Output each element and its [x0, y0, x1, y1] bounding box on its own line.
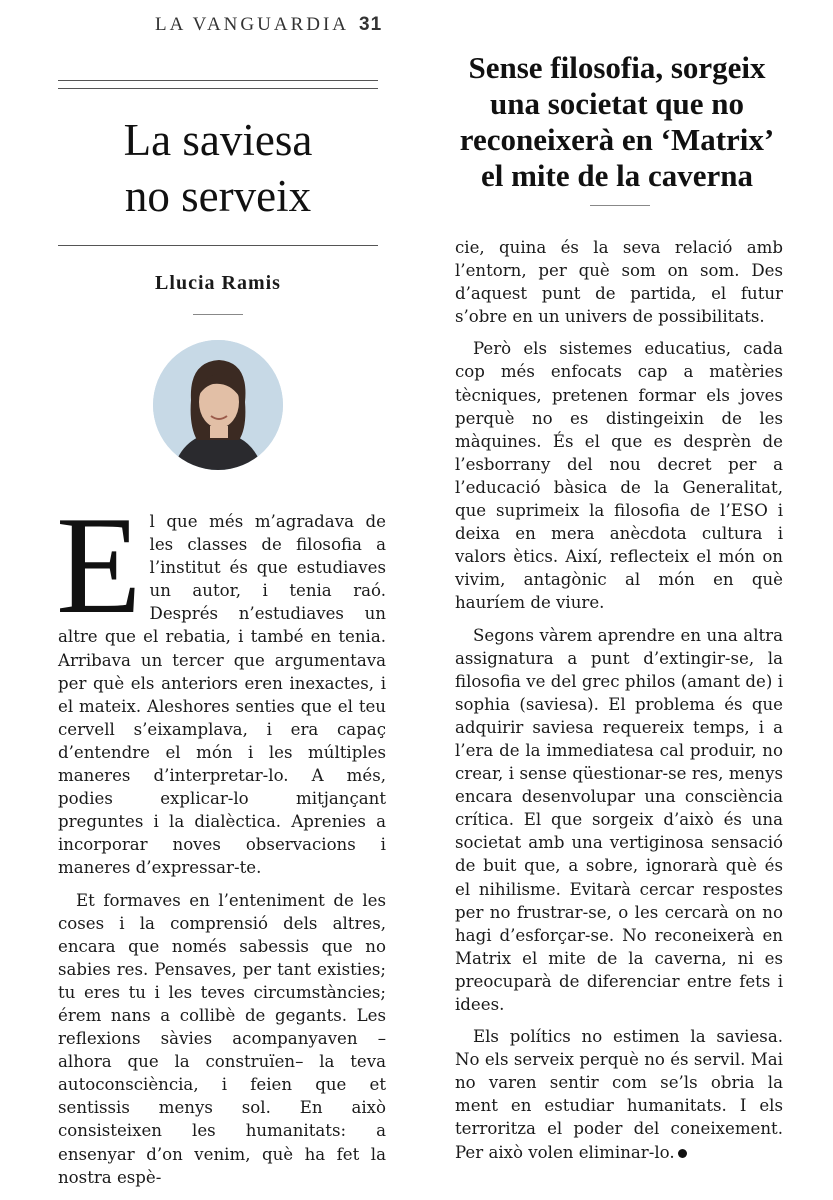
top-rule — [58, 80, 378, 81]
paragraph: Però els sistemes educatius, cada cop més enfocats cap a matèries tècniques, pretenen formar els joves perquè no es distingeixin de les màquines. És el que es desprèn de l’esborrany del nou decret per a l’educació bàsica de la Generalitat, que suprimeix la filosofia de l’ESO i deixa en mera anècdota cultura i valors ètics. Així, reflecteix el món on vivim, antagònic al món en què hauríem de viure. — [455, 339, 783, 613]
author-photo — [153, 340, 283, 470]
end-mark-icon — [678, 1149, 687, 1158]
paragraph: cie, quina és la seva relació amb l’entorn, per què som on som. Des d’aquest punt de partida, el futur s’obre en un univers de possibilitats. — [455, 238, 783, 327]
pull-quote-line: el mite de la caverna — [480, 158, 754, 193]
article-left-column — [56, 488, 386, 1189]
pull-quote-line: Sense filosofia, sorgeix — [468, 50, 766, 85]
masthead — [155, 14, 382, 36]
top-rule-2 — [58, 88, 378, 89]
paragraph-text: l que més m’agradava de les classes de filosofia a l’institut és que estudiaves un autor, i tenia raó. Després n’estudiaves un altre que el rebatia, i també en tenia. Arribava un tercer que argumentava per què els anteriors eren inexactes, i el mateix. Aleshores senties que el teu cervell s’eixamplava, i era capaç d’entendre el món i les múltiples maneres d’interpretar-lo. A més, podies explicar-lo mitjançant preguntes i la dialèctica. Aprenies a incorporar noves observacions i maneres d’expressar-te. — [58, 512, 386, 878]
byline: Llucia Ramis — [155, 272, 281, 294]
newspaper-name: LA VANGUARDIA — [155, 14, 350, 35]
author-portrait-icon — [153, 340, 283, 470]
headline — [58, 112, 378, 224]
pull-quote-line: una societat que no — [489, 86, 745, 121]
paragraph — [56, 488, 386, 880]
page-number: 31 — [359, 14, 383, 35]
article-right-column — [455, 236, 783, 1164]
paragraph: Segons vàrem aprendre en una altra assignatura a punt d’extingir-se, la filosofia ve del grec philos (amant de) i sophia (saviesa). El problema és que adquirir saviesa requereix temps, i a l’era de la immediatesa cal produir, no crear, i sense qüestionar-se res, menys encara desenvolupar una consciència crítica. El que sorgeix d’això és una societat amb una vertiginosa sensació de buit que, a sobre, ignorarà què és el nihilisme. Evitarà cercar respostes per no frustrar-se, o les cercarà on no hagi d’esforçar-se. No reconeixerà en Matrix el mite de la caverna, ni es preocuparà de diferenciar entre fets i idees. — [455, 625, 783, 1014]
headline-line-2: no serveix — [124, 171, 312, 221]
paragraph: Et formaves en l’enteniment de les coses i la comprensió dels altres, encara que només sabessis que no sabies res. Pensaves, per tant existies; tu eres tu i les teves circumstàncies; érem nans a collibè de gegants. Les reflexions sàvies acompanyaven –alhora que la construïen– la teva autoconsciència, i feien que et sentissis menys sol. En això consisteixen les humanitats: a ensenyar d’on venim, què ha fet la nostra espè- — [58, 890, 386, 1187]
paragraph-text: Els polítics no estimen la saviesa. No els serveix perquè no és servil. Mai no varen sentir com se’ls obria la ment en estudiar humanitats. I els terroritza el poder del coneixement. Per això volen eliminar-lo. — [455, 1027, 783, 1162]
pull-quote — [447, 50, 787, 194]
headline-line-1: La saviesa — [123, 115, 313, 165]
byline-rule — [193, 314, 243, 315]
pull-quote-line: reconeixerà en ‘Matrix’ — [459, 122, 775, 157]
headline-rule — [58, 245, 378, 246]
pull-quote-rule — [590, 205, 650, 206]
drop-cap: E — [56, 488, 142, 643]
paragraph — [455, 1025, 783, 1164]
